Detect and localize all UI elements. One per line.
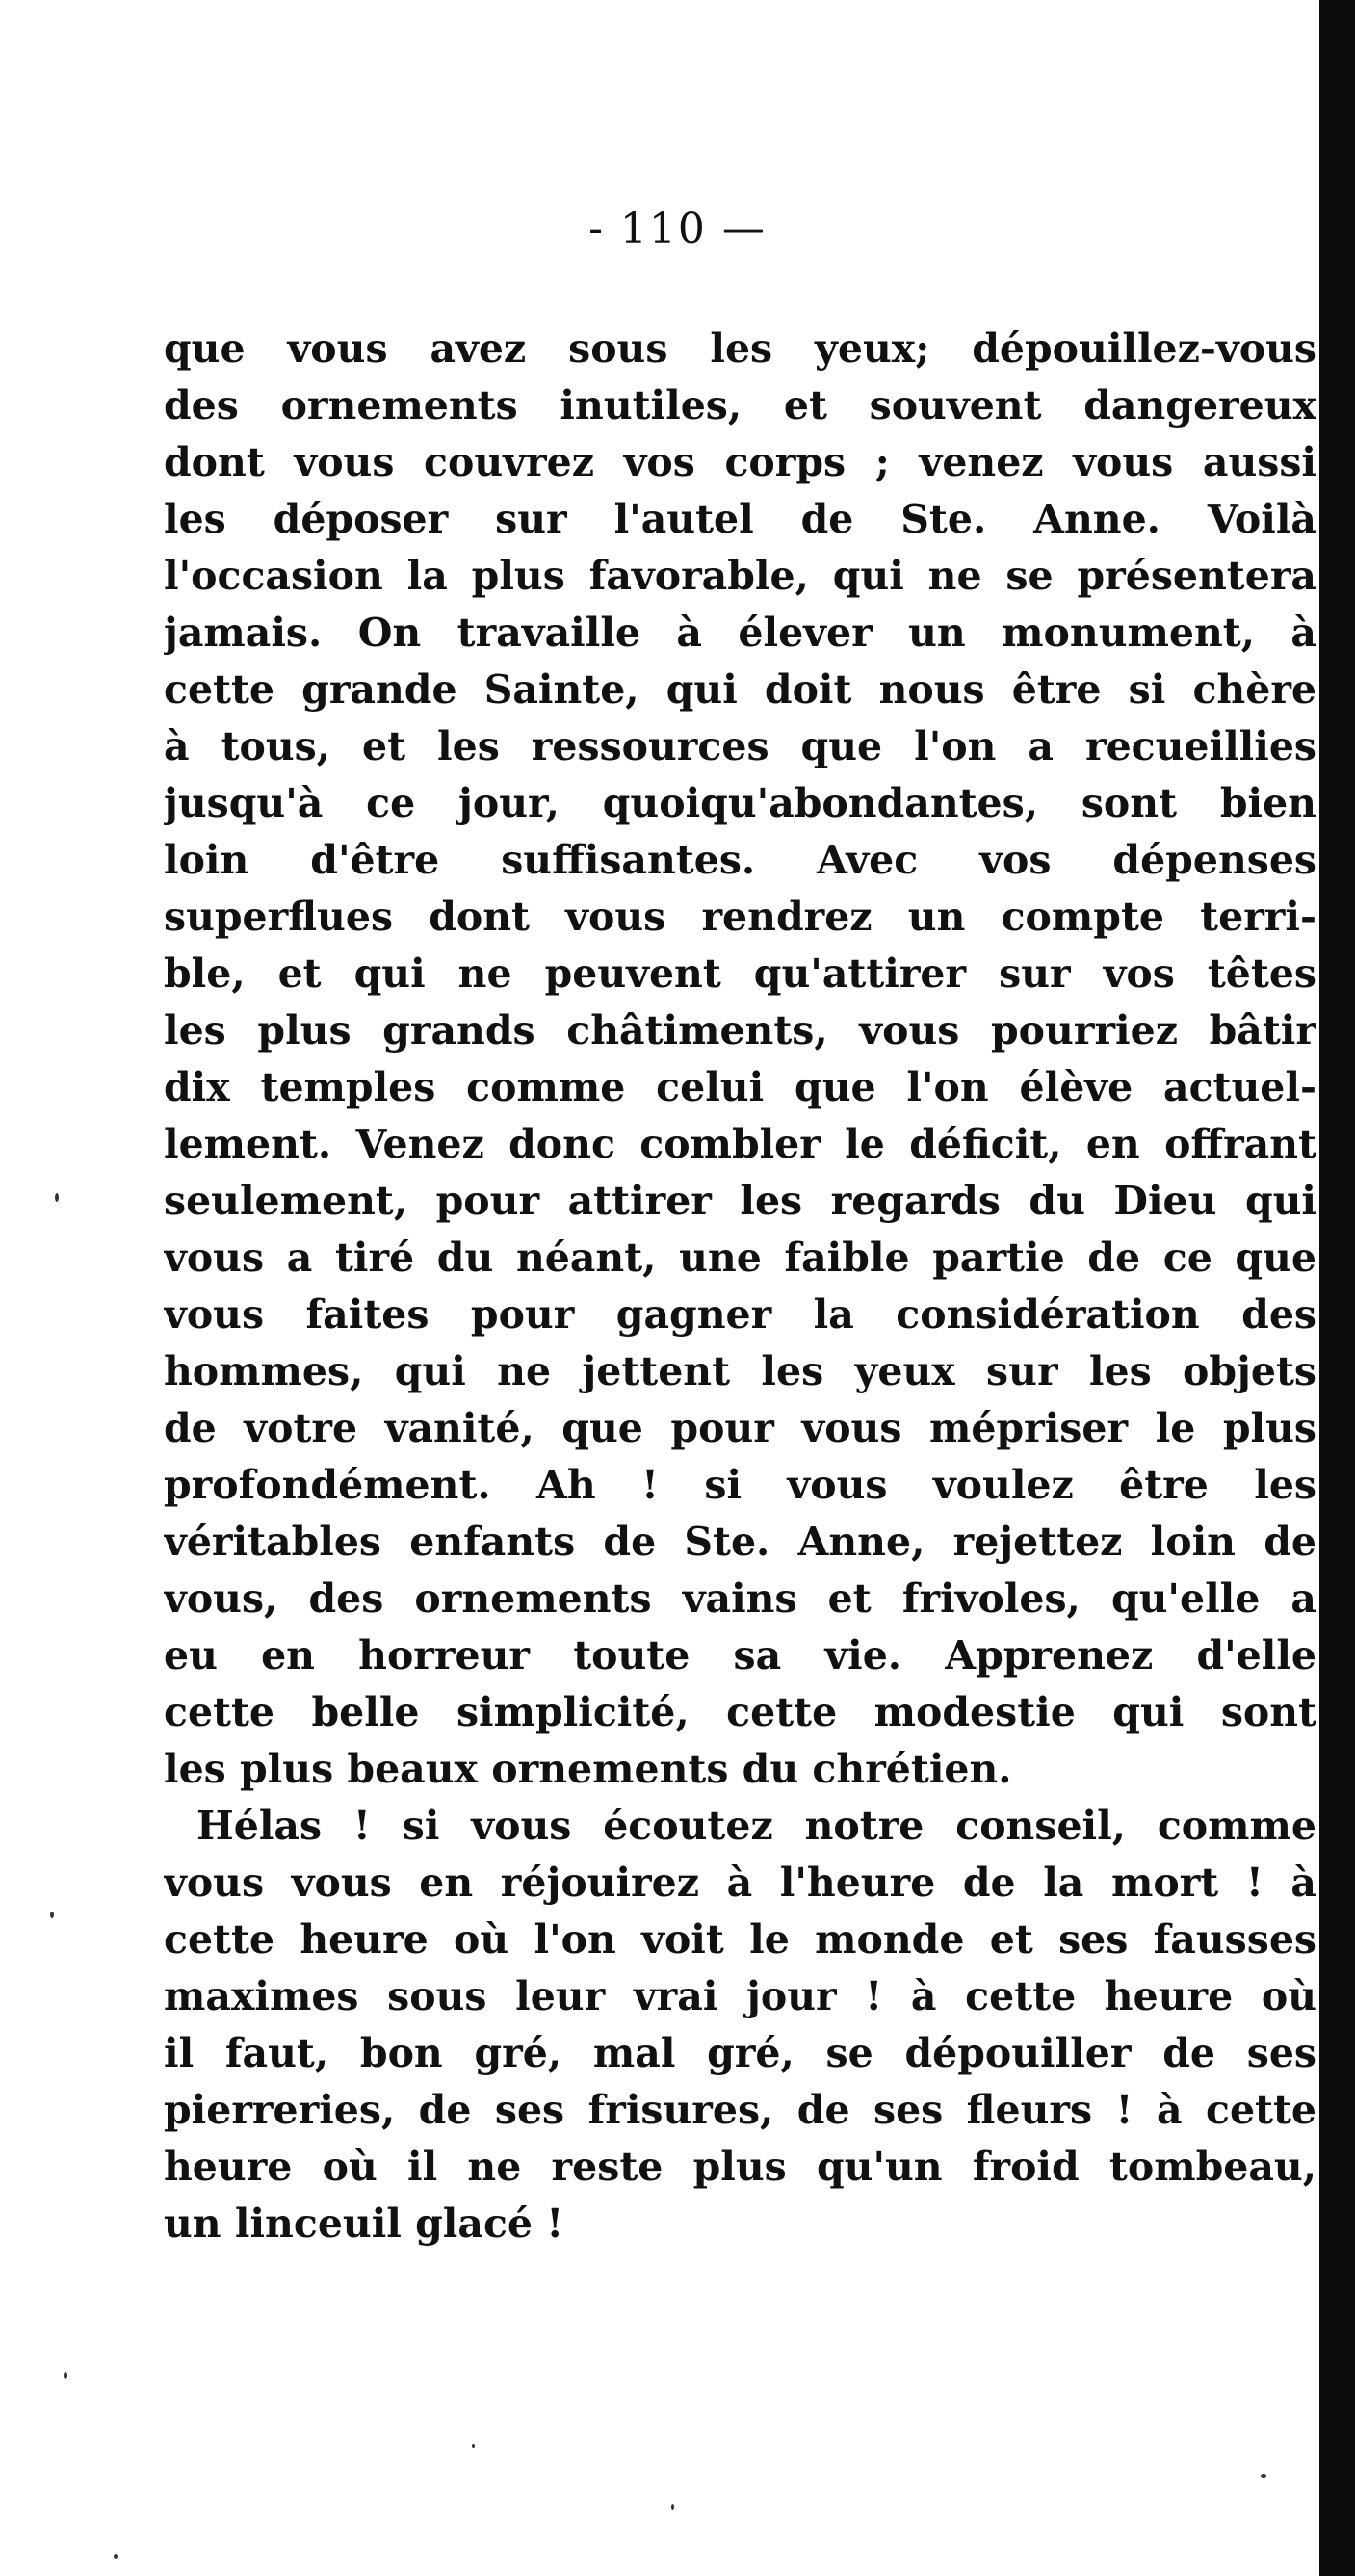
- ink-speck: [472, 2444, 475, 2448]
- text-line: seulement, pour attirer les regards du Dieu qui: [164, 1178, 1316, 1224]
- paragraph-end-line: les plus beaux ornements du chrétien.: [164, 1746, 1012, 1792]
- paragraph-start-line: Hélas ! si vous écoutez notre conseil, comme: [196, 1803, 1316, 1849]
- paragraph-end-line: un linceuil glacé !: [164, 2200, 564, 2247]
- text-line: vous, des ornements vains et frivoles, qu'elle a: [164, 1575, 1316, 1622]
- text-line: maximes sous leur vrai jour ! à cette heure où: [164, 1973, 1316, 2019]
- ink-speck: [64, 2372, 67, 2379]
- text-line: jamais. On travaille à élever un monument, à: [164, 610, 1316, 656]
- text-line: à tous, et les ressources que l'on a recueillies: [164, 723, 1316, 769]
- text-line: pierreries, de ses frisures, de ses fleurs ! à cette: [164, 2087, 1316, 2133]
- text-line: dont vous couvrez vos corps ; venez vous aussi: [164, 439, 1316, 485]
- text-line: heure où il ne reste plus qu'un froid tombeau,: [164, 2144, 1316, 2190]
- text-line: cette grande Sainte, qui doit nous être si chère: [164, 666, 1316, 713]
- text-line: cette heure où l'on voit le monde et ses fausses: [164, 1916, 1316, 1963]
- text-line: il faut, bon gré, mal gré, se dépouiller de ses: [164, 2030, 1316, 2076]
- text-line: ble, et qui ne peuvent qu'attirer sur vos têtes: [164, 950, 1316, 997]
- text-line: que vous avez sous les yeux; dépouillez-vous: [164, 325, 1316, 372]
- text-line: cette belle simplicité, cette modestie qui sont: [164, 1689, 1316, 1735]
- page-number: - 110 —: [588, 204, 767, 253]
- page-edge-shadow: [1319, 0, 1355, 2576]
- text-line: les plus grands châtiments, vous pourriez bâtir: [164, 1007, 1316, 1054]
- text-line: dix temples comme celui que l'on élève actuel-: [164, 1064, 1316, 1110]
- body-text: [164, 321, 1316, 2252]
- text-line: des ornements inutiles, et souvent dangereux: [164, 382, 1316, 429]
- ink-speck: [55, 1193, 59, 1202]
- text-line: hommes, qui ne jettent les yeux sur les objets: [164, 1348, 1316, 1394]
- text-line: superflues dont vous rendrez un compte terri-: [164, 894, 1316, 940]
- text-line: véritables enfants de Ste. Anne, rejettez loin de: [164, 1519, 1316, 1565]
- text-line: vous faites pour gagner la considération des: [164, 1291, 1316, 1338]
- text-line: les déposer sur l'autel de Ste. Anne. Voilà: [164, 496, 1316, 542]
- text-line: eu en horreur toute sa vie. Apprenez d'elle: [164, 1632, 1316, 1678]
- text-line: l'occasion la plus favorable, qui ne se présentera: [164, 553, 1316, 599]
- text-line: vous vous en réjouirez à l'heure de la mort ! à: [164, 1860, 1316, 1906]
- text-line: jusqu'à ce jour, quoiqu'abondantes, sont bien: [164, 780, 1316, 826]
- text-line: loin d'être suffisantes. Avec vos dépenses: [164, 837, 1316, 883]
- text-line: lement. Venez donc combler le déficit, en offrant: [164, 1121, 1316, 1167]
- text-line: profondément. Ah ! si vous voulez être les: [164, 1462, 1316, 1508]
- ink-speck: [114, 2554, 118, 2559]
- ink-speck: [671, 2504, 674, 2510]
- ink-speck: [50, 1912, 54, 1918]
- ink-speck: [1261, 2474, 1266, 2478]
- text-line: de votre vanité, que pour vous mépriser le plus: [164, 1405, 1316, 1451]
- text-line: vous a tiré du néant, une faible partie de ce que: [164, 1235, 1316, 1281]
